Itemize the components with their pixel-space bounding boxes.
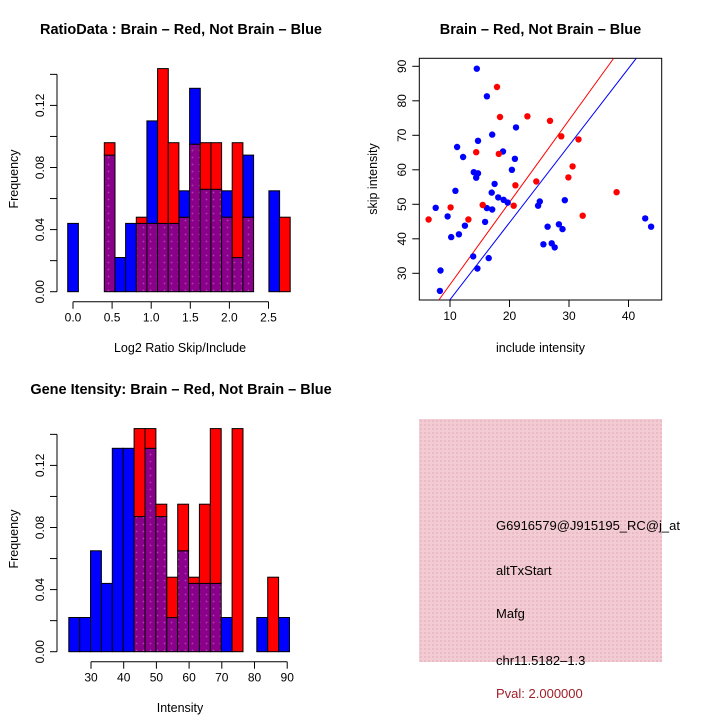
x-tick-label: 1.5: [181, 310, 199, 325]
scatter-point-blue: [470, 253, 476, 259]
scatter-point-red: [480, 202, 486, 208]
hist-bar-segment-blue: [243, 155, 254, 217]
hist-bar-segment-blue: [179, 191, 190, 217]
hist-bar-segment-red: [158, 69, 169, 224]
x-axis-label: include intensity: [496, 341, 585, 355]
panel-gene-intensity-histogram: [0, 360, 360, 720]
hist-bar-segment-red: [167, 577, 178, 617]
scatter-point-blue: [512, 156, 518, 162]
scatter-point-blue: [540, 241, 546, 247]
x-tick-label: 0.5: [103, 310, 121, 325]
hist-bar-segment-purple: [178, 551, 189, 652]
y-tick-label: 0.00: [33, 640, 47, 664]
hist-bar-segment-blue: [115, 258, 126, 292]
scatter-point-blue: [489, 131, 495, 137]
hist-bar-segment-purple: [134, 517, 145, 652]
hist-bar-segment-red: [199, 504, 210, 583]
hist-bar-segment-blue: [279, 618, 290, 652]
scatter-point-blue: [489, 206, 495, 212]
scatter-point-blue: [648, 224, 654, 230]
scatter-point-blue: [642, 215, 648, 221]
hist-bar-segment-purple: [104, 155, 115, 292]
histogram-bars: [68, 69, 291, 292]
x-tick-label: 90: [280, 670, 294, 685]
scatter-point-red: [613, 189, 619, 195]
hist-bar-segment-purple: [136, 223, 147, 291]
scatter-point-red: [569, 163, 575, 169]
hist-bar-segment-blue: [257, 618, 268, 652]
hist-bar-segment-red: [189, 577, 200, 583]
scatter-point-red: [575, 136, 581, 142]
hist-bar-segment-blue: [68, 223, 79, 291]
hist-bar-segment-red: [136, 217, 147, 223]
x-tick-label: 20: [502, 309, 517, 323]
hist-bar-segment-blue: [101, 583, 112, 651]
scatter-point-red: [511, 203, 517, 209]
scatter-point-blue: [473, 175, 479, 181]
scatter-point-red: [494, 84, 500, 90]
x-tick-label: 40: [117, 670, 131, 685]
y-tick-label: 80: [395, 94, 409, 108]
hist-bar-segment-red: [104, 143, 115, 155]
x-tick-label: 50: [149, 670, 164, 685]
hist-bar-segment-blue: [80, 618, 91, 652]
info-line-gene-name: Mafg: [496, 606, 525, 621]
panel-ratio-histogram: [0, 0, 360, 360]
x-axis-label: Log2 Ratio Skip/Include: [113, 341, 247, 355]
hist-bar-segment-red: [156, 504, 167, 516]
scatter-point-blue: [505, 199, 511, 205]
scatter-point-blue: [552, 244, 558, 250]
y-tick-label: 30: [395, 266, 409, 280]
hist-bar-segment-red: [178, 504, 189, 551]
x-tick-label: 30: [84, 670, 98, 685]
y-axis-label: Frequency: [7, 149, 21, 209]
scatter-point-red: [497, 114, 503, 120]
fit-line-red: [439, 58, 614, 299]
scatter-point-red: [473, 149, 479, 155]
hist-bar-segment-purple: [190, 144, 201, 292]
hist-bar-segment-red: [280, 217, 291, 292]
x-tick-label: 2.5: [260, 310, 277, 325]
histogram-bars: [69, 429, 290, 652]
panel-title: Gene Itensity: Brain – Red, Not Brain – Blue: [30, 382, 332, 398]
x-tick-label: 70: [215, 670, 229, 685]
info-line-event-type: altTxStart: [496, 563, 552, 578]
scatter-point-blue: [484, 93, 490, 99]
y-tick-label: 70: [395, 128, 409, 142]
x-tick-label: 2.0: [221, 310, 238, 325]
info-card: [419, 419, 680, 701]
scatter-point-blue: [452, 188, 458, 194]
hist-bar-segment-blue: [126, 223, 137, 291]
info-line-probe-id: G6916579@J915195_RC@j_at: [496, 518, 680, 533]
scatter-point-blue: [444, 213, 450, 219]
scatter-point-blue: [448, 234, 454, 240]
hist-bar-segment-red: [168, 143, 179, 224]
x-tick-label: 30: [562, 309, 576, 323]
x-tick-label: 80: [247, 670, 262, 685]
x-tick-label: 60: [182, 670, 196, 685]
scatter-point-red: [465, 216, 471, 222]
hist-bar-segment-purple: [243, 217, 254, 292]
scatter-point-blue: [460, 154, 466, 160]
hist-bar-segment-purple: [210, 583, 221, 651]
hist-bar-segment-red: [232, 143, 243, 258]
y-axis-label: skip intensity: [366, 143, 380, 215]
hist-bar-segment-blue: [91, 551, 102, 652]
y-tick-label: 0.00: [33, 280, 47, 304]
hist-bar-segment-blue: [269, 191, 280, 292]
scatter-points-blue: [433, 66, 655, 295]
hist-bar-segment-blue: [112, 448, 123, 651]
hist-bar-segment-red: [145, 429, 156, 449]
hist-bar-segment-red: [134, 429, 145, 517]
scatter-point-blue: [475, 138, 481, 144]
hist-bar-segment-blue: [222, 191, 233, 217]
scatter-point-red: [533, 178, 539, 184]
scatter-point-blue: [544, 224, 550, 230]
y-axis-label: Frequency: [7, 509, 21, 569]
scatter-point-blue: [454, 144, 460, 150]
scatter-points-red: [425, 84, 619, 223]
scatter-point-red: [425, 216, 431, 222]
hist-bar-segment-purple: [179, 217, 190, 292]
hist-bar-segment-purple: [211, 189, 222, 292]
scatter-point-red: [447, 204, 453, 210]
scatter-point-blue: [437, 267, 443, 273]
scatter-point-blue: [509, 167, 515, 173]
hist-bar-segment-blue: [221, 618, 232, 652]
hist-bar-segment-blue: [123, 448, 134, 651]
hist-bar-segment-red: [200, 143, 211, 190]
scatter-point-blue: [535, 203, 541, 209]
scatter-point-blue: [482, 219, 488, 225]
panel-info-box: [360, 360, 720, 720]
plot-box: [419, 58, 661, 300]
scatter-point-blue: [456, 231, 462, 237]
hist-bar-segment-purple: [145, 448, 156, 651]
y-tick-label: 90: [395, 59, 409, 73]
panel-title: Brain – Red, Not Brain – Blue: [439, 22, 642, 38]
scatter-point-blue: [491, 181, 497, 187]
scatter-point-red: [512, 182, 518, 188]
y-tick-label: 0.12: [33, 453, 47, 478]
scatter-point-red: [580, 213, 586, 219]
scatter-point-blue: [559, 226, 565, 232]
hist-bar-segment-blue: [190, 88, 201, 144]
info-line-pval: Pval: 2.000000: [496, 686, 583, 701]
scatter-point-blue: [474, 265, 480, 271]
hist-bar-segment-purple: [167, 618, 178, 652]
hist-bar-segment-purple: [158, 223, 169, 291]
y-tick-label: 0.04: [33, 577, 47, 602]
scatter-point-red: [496, 151, 502, 157]
scatter-point-red: [565, 174, 571, 180]
panel-title: RatioData : Brain – Red, Not Brain – Blue: [40, 22, 322, 38]
scatter-point-red: [524, 113, 530, 119]
hist-bar-segment-purple: [232, 258, 243, 292]
hist-bar-segment-red: [268, 577, 279, 652]
x-tick-label: 40: [621, 309, 636, 323]
scatter-point-blue: [437, 288, 443, 294]
hist-bar-segment-purple: [199, 583, 210, 651]
scatter-point-blue: [562, 197, 568, 203]
x-tick-label: 0.0: [64, 310, 82, 325]
hist-bar-segment-purple: [168, 223, 179, 291]
hist-bar-segment-red: [211, 143, 222, 190]
y-tick-label: 60: [395, 163, 409, 177]
y-tick-label: 40: [395, 232, 409, 246]
scatter-point-blue: [486, 255, 492, 261]
panel-intensity-scatter: [360, 0, 720, 360]
y-tick-label: 0.08: [33, 155, 47, 180]
hist-bar-segment-purple: [147, 223, 158, 291]
y-tick-label: 0.04: [33, 217, 47, 242]
x-tick-label: 10: [443, 309, 457, 323]
hist-bar-segment-red: [232, 429, 243, 652]
hist-bar-segment-red: [210, 429, 221, 584]
hist-bar-segment-purple: [222, 217, 233, 292]
scatter-point-blue: [433, 205, 439, 211]
y-tick-label: 0.08: [33, 515, 47, 540]
hist-bar-segment-purple: [189, 583, 200, 651]
y-tick-label: 0.12: [33, 93, 47, 118]
hist-bar-segment-purple: [156, 517, 167, 652]
y-tick-label: 50: [395, 197, 409, 211]
scatter-point-red: [558, 133, 564, 139]
hist-bar-segment-purple: [200, 189, 211, 292]
scatter-point-blue: [489, 189, 495, 195]
hist-bar-segment-blue: [69, 618, 80, 652]
scatter-point-blue: [513, 124, 519, 130]
scatter-point-blue: [474, 66, 480, 72]
scatter-point-blue: [462, 223, 468, 229]
x-axis-label: Intensity: [156, 701, 204, 715]
scatter-point-red: [547, 118, 553, 124]
hist-bar-segment-blue: [147, 121, 158, 223]
x-tick-label: 1.0: [142, 310, 160, 325]
info-line-locus: chr11.5182–1.3: [496, 653, 586, 668]
